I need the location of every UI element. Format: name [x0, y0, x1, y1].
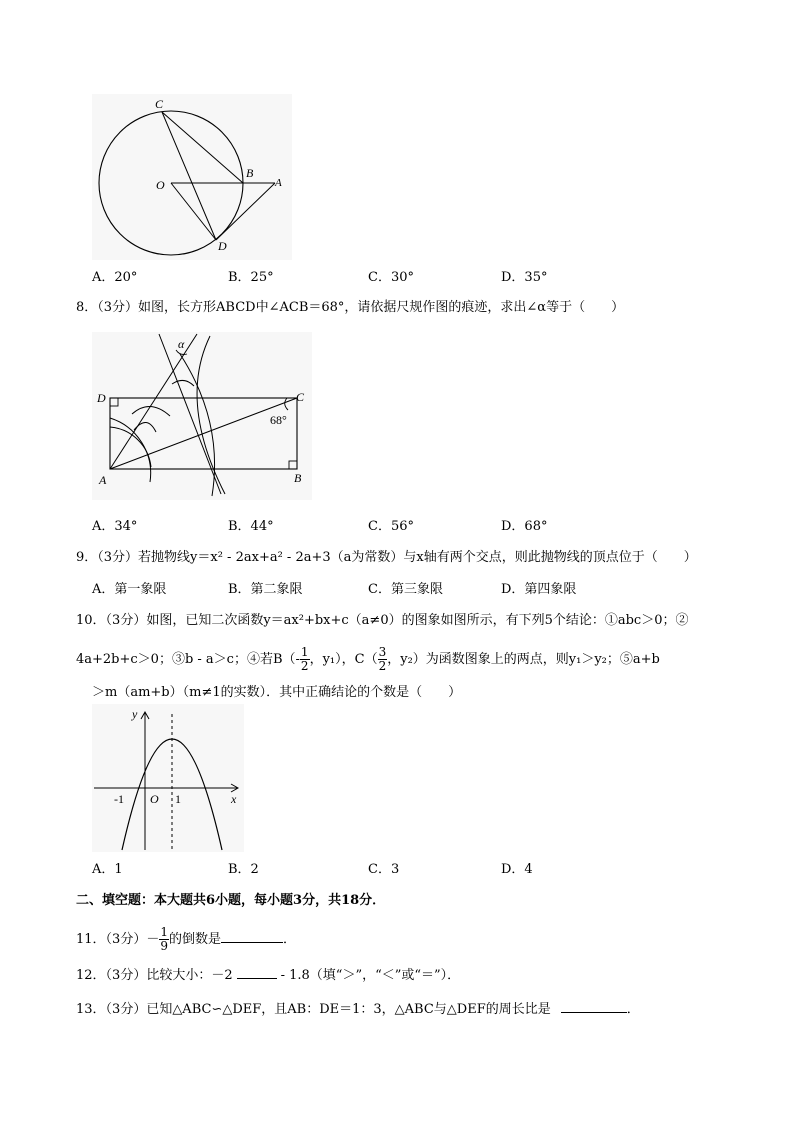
- q7-label-a: A: [275, 177, 282, 189]
- section2-heading: 二、填空题：本大题共6小题，每小题3分，共18分．: [76, 893, 386, 908]
- q7-option-c: C．30°: [368, 270, 414, 285]
- q10-line1: 10．（3分）如图，已知二次函数y＝ax²+bx+c（a≠0）的图象如图所示，有下列5个结论：①abc＞0；②: [76, 613, 689, 628]
- q10-option-a: A．1: [92, 862, 123, 877]
- q8-label-alpha: α: [178, 337, 185, 351]
- q10-fraction-1: [300, 646, 310, 673]
- q7-label-c: C: [155, 97, 164, 111]
- q10-frac1-num: 1: [300, 645, 309, 659]
- q8-label-angle: 68°: [270, 413, 287, 427]
- q10-label-x: x: [231, 792, 237, 806]
- q13-line: [76, 998, 640, 1019]
- q10-line2-pre: 4a+2b+c＞0；③b - a＞c；④若B（: [76, 652, 296, 667]
- q10-line2: [76, 646, 660, 673]
- q11-frac-den: 9: [160, 939, 168, 953]
- q8-option-b: B．44°: [228, 519, 274, 534]
- q10-label-neg1: -1: [114, 792, 124, 806]
- q11-end: ．: [282, 932, 296, 947]
- q7-option-a: A．20°: [92, 270, 138, 285]
- q10-option-b: B．2: [228, 862, 259, 877]
- q12-post: - 1.8（填“＞”，“＜”或“＝”）．: [280, 968, 461, 983]
- q10-parabola-figure: [92, 704, 244, 852]
- q8-option-a: A．34°: [92, 519, 138, 534]
- q10-label-y: y: [132, 707, 138, 721]
- q8-label-d: D: [97, 391, 106, 405]
- q8-option-d: D．68°: [501, 519, 548, 534]
- q11-line: [76, 926, 296, 953]
- q9-option-a: A．第一象限: [92, 582, 167, 597]
- q11-answer-blank[interactable]: [221, 928, 283, 943]
- q7-label-o: O: [156, 178, 165, 192]
- q12-pre: 12．（3分）比较大小：－2: [76, 968, 233, 983]
- q11-post: 的倒数是: [168, 932, 221, 947]
- q7-option-b: B．25°: [228, 270, 274, 285]
- q10-option-d: D．4: [501, 862, 533, 877]
- q10-line2-mid: ，y₁），C（: [309, 652, 378, 667]
- q9-stem: 9．（3分）若抛物线y＝x² - 2ax+a² - 2a+3（a为常数）与x轴有两个交点，则此抛物线的顶点位于（ ）: [76, 550, 697, 565]
- q13-text: 13．（3分）已知△ABC∽△DEF，且AB：DE＝1：3，△ABC与△DEF的周长比是: [76, 1002, 551, 1017]
- q12-line: [76, 964, 460, 985]
- q10-frac2-num: 3: [378, 645, 387, 659]
- q13-answer-blank[interactable]: [561, 998, 627, 1013]
- q11-fraction: [159, 926, 169, 953]
- q7-label-b: B: [246, 166, 254, 180]
- q9-option-c: C．第三象限: [368, 582, 443, 597]
- q10-line2-post: ，y₂）为函数图象上的两点，则y₁＞y₂；⑤a+b: [387, 652, 660, 667]
- q10-line3: ＞m（am+b）（m≠1的实数）．其中正确结论的个数是（ ）: [92, 685, 462, 700]
- q8-label-a: A: [99, 473, 107, 487]
- q11-pre: 11．（3分）－: [76, 932, 160, 947]
- q7-circle-figure: [92, 94, 292, 260]
- q10-fraction-2: [378, 646, 388, 673]
- q10-label-o: O: [150, 792, 159, 806]
- q10-frac2-den: 2: [378, 659, 387, 673]
- q8-label-b: B: [294, 471, 302, 485]
- q7-option-d: D．35°: [501, 270, 548, 285]
- q10-frac1-sign: -: [295, 652, 300, 667]
- q13-end: ．: [626, 1002, 640, 1017]
- q12-answer-blank[interactable]: [237, 964, 277, 979]
- q8-rectangle-figure: [92, 332, 312, 500]
- q10-frac1-den: 2: [300, 659, 309, 673]
- q8-stem: 8．（3分）如图，长方形ABCD中∠ACB＝68°，请依据尺规作图的痕迹，求出∠α等于（ ）: [76, 300, 625, 315]
- q10-label-one: 1: [175, 792, 181, 806]
- q7-label-d: D: [218, 239, 227, 253]
- q9-option-b: B．第二象限: [228, 582, 303, 597]
- q9-option-d: D．第四象限: [501, 582, 577, 597]
- q10-option-c: C．3: [368, 862, 400, 877]
- q11-frac-num: 1: [160, 925, 168, 939]
- q8-label-c: C: [296, 390, 305, 404]
- q8-option-c: C．56°: [368, 519, 414, 534]
